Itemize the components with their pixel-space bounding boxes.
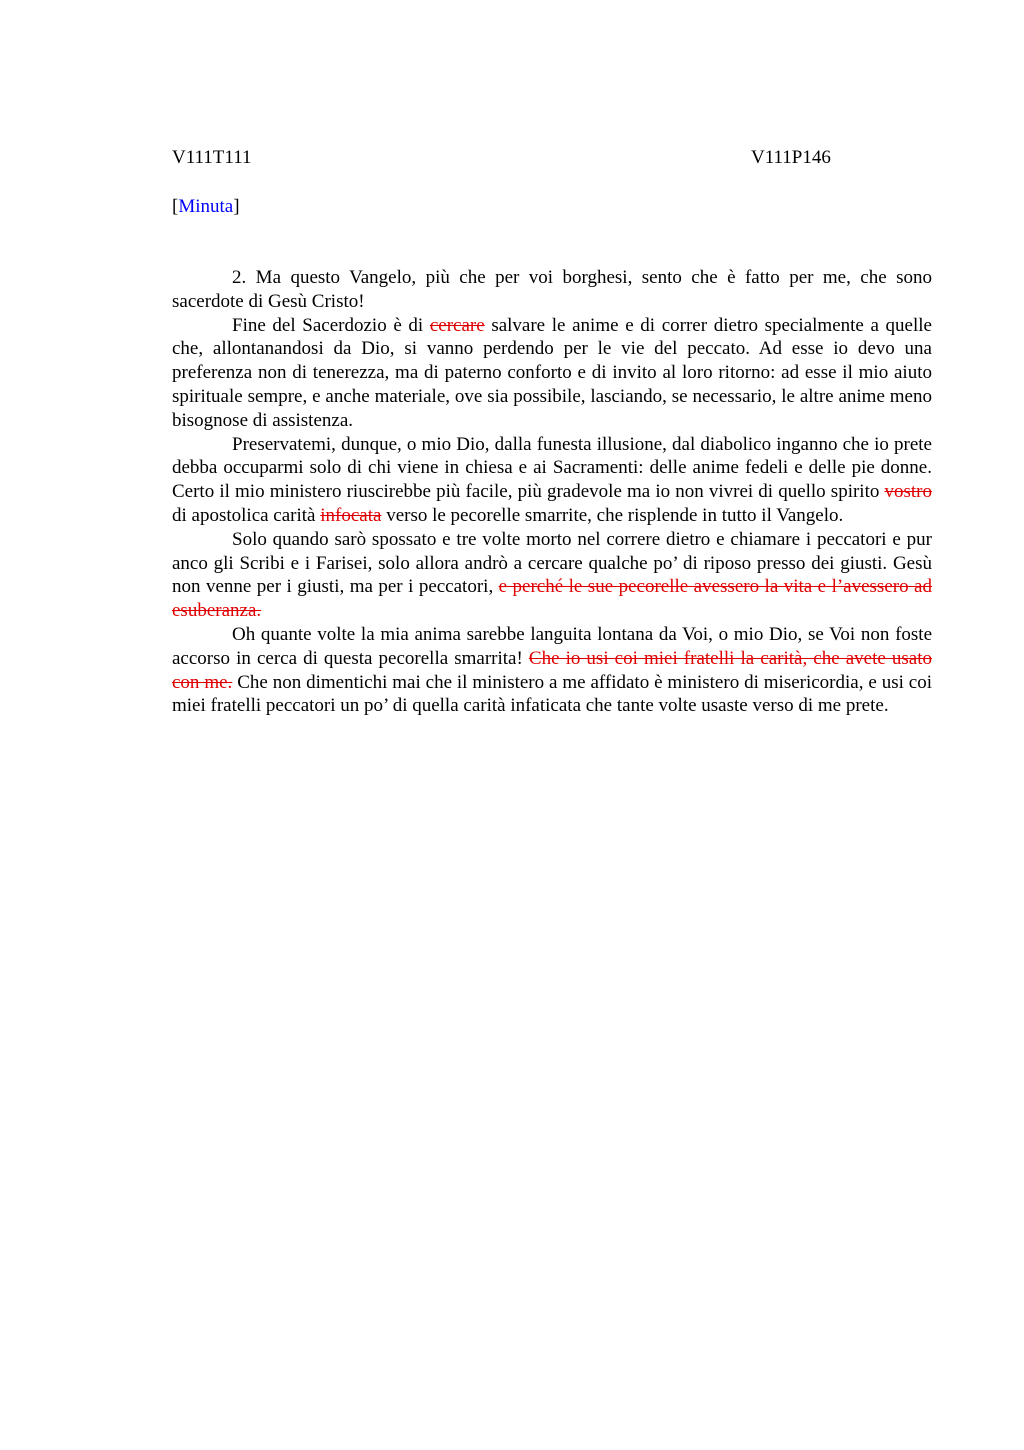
document-body bbox=[172, 266, 932, 718]
paragraph-text: 2. Ma questo Vangelo, più che per voi borghesi, sento che è fatto per me, che sono sacerdote di Gesù Cristo! bbox=[172, 267, 932, 312]
paragraph-4 bbox=[172, 528, 932, 623]
draft-tag bbox=[172, 195, 932, 219]
paragraph-2 bbox=[172, 314, 932, 433]
deleted-text: e perché le sue pecorelle avessero la vita e l’avessero ad esuberanza. bbox=[172, 576, 932, 622]
paragraph-text: salvare le anime e di correr dietro specialmente a quelle che, allontanandosi da Dio, si vanno perdendo per le vie del peccato. Ad esse io devo una preferenza non di tenerezza, ma di paterno conforto e di invito al loro ritorno: ad esse il mio aiuto spirituale sempre, e anche materiale, ove sia possibile, lasciando, se necessario, le altre anime meno bisognose di assistenza. bbox=[172, 314, 932, 431]
document-code-right: V111P146 bbox=[751, 147, 831, 168]
deleted-text: infocata bbox=[320, 504, 382, 526]
tag-close-bracket: ] bbox=[233, 196, 240, 217]
minuta-link[interactable]: Minuta bbox=[178, 196, 234, 217]
paragraph-text: Che non dimentichi mai che il ministero a me affidato è ministero di misericordia, e usi coi miei fratelli peccatori un po’ di quella carità infaticata che tante volte usaste verso di me prete. bbox=[172, 671, 932, 717]
paragraph-5 bbox=[172, 623, 932, 718]
deleted-text: vostro bbox=[884, 481, 932, 503]
deleted-text: Che io usi coi miei fratelli la carità, che avete usato con me. bbox=[172, 647, 932, 693]
paragraph-text: Solo quando sarò spossato e tre volte morto nel correre dietro e chiamare i peccatori e pur anco gli Scribi e i Farisei, solo allora andrò a cercare qualche po’ di riposo presso dei giusti. Gesù non venne per i giusti, ma per i peccatori, bbox=[172, 528, 932, 598]
header-row bbox=[172, 146, 932, 170]
deleted-text: cercare bbox=[429, 314, 485, 336]
paragraph-text: Oh quante volte la mia anima sarebbe languita lontana da Voi, o mio Dio, se Voi non foste accorso in cerca di questa pecorella smarrita! bbox=[172, 623, 932, 669]
paragraph-text: di apostolica carità bbox=[172, 504, 321, 526]
paragraph-text: Preservatemi, dunque, o mio Dio, dalla funesta illusione, dal diabolico inganno che io prete debba occuparmi solo di chi viene in chiesa e ai Sacramenti: delle anime fedeli e delle pie donne. Certo il mio ministero riuscirebbe più facile, più gradevole ma io non vivrei di quello spirito bbox=[172, 433, 932, 503]
paragraph-3 bbox=[172, 433, 932, 528]
document-page bbox=[172, 146, 932, 718]
document-code-left: V111T111 bbox=[172, 147, 252, 168]
tag-open-bracket: [ bbox=[172, 196, 179, 217]
paragraph-text: verso le pecorelle smarrite, che risplende in tutto il Vangelo. bbox=[381, 504, 844, 526]
paragraph-1 bbox=[172, 266, 932, 314]
paragraph-text: Fine del Sacerdozio è di bbox=[232, 314, 430, 336]
